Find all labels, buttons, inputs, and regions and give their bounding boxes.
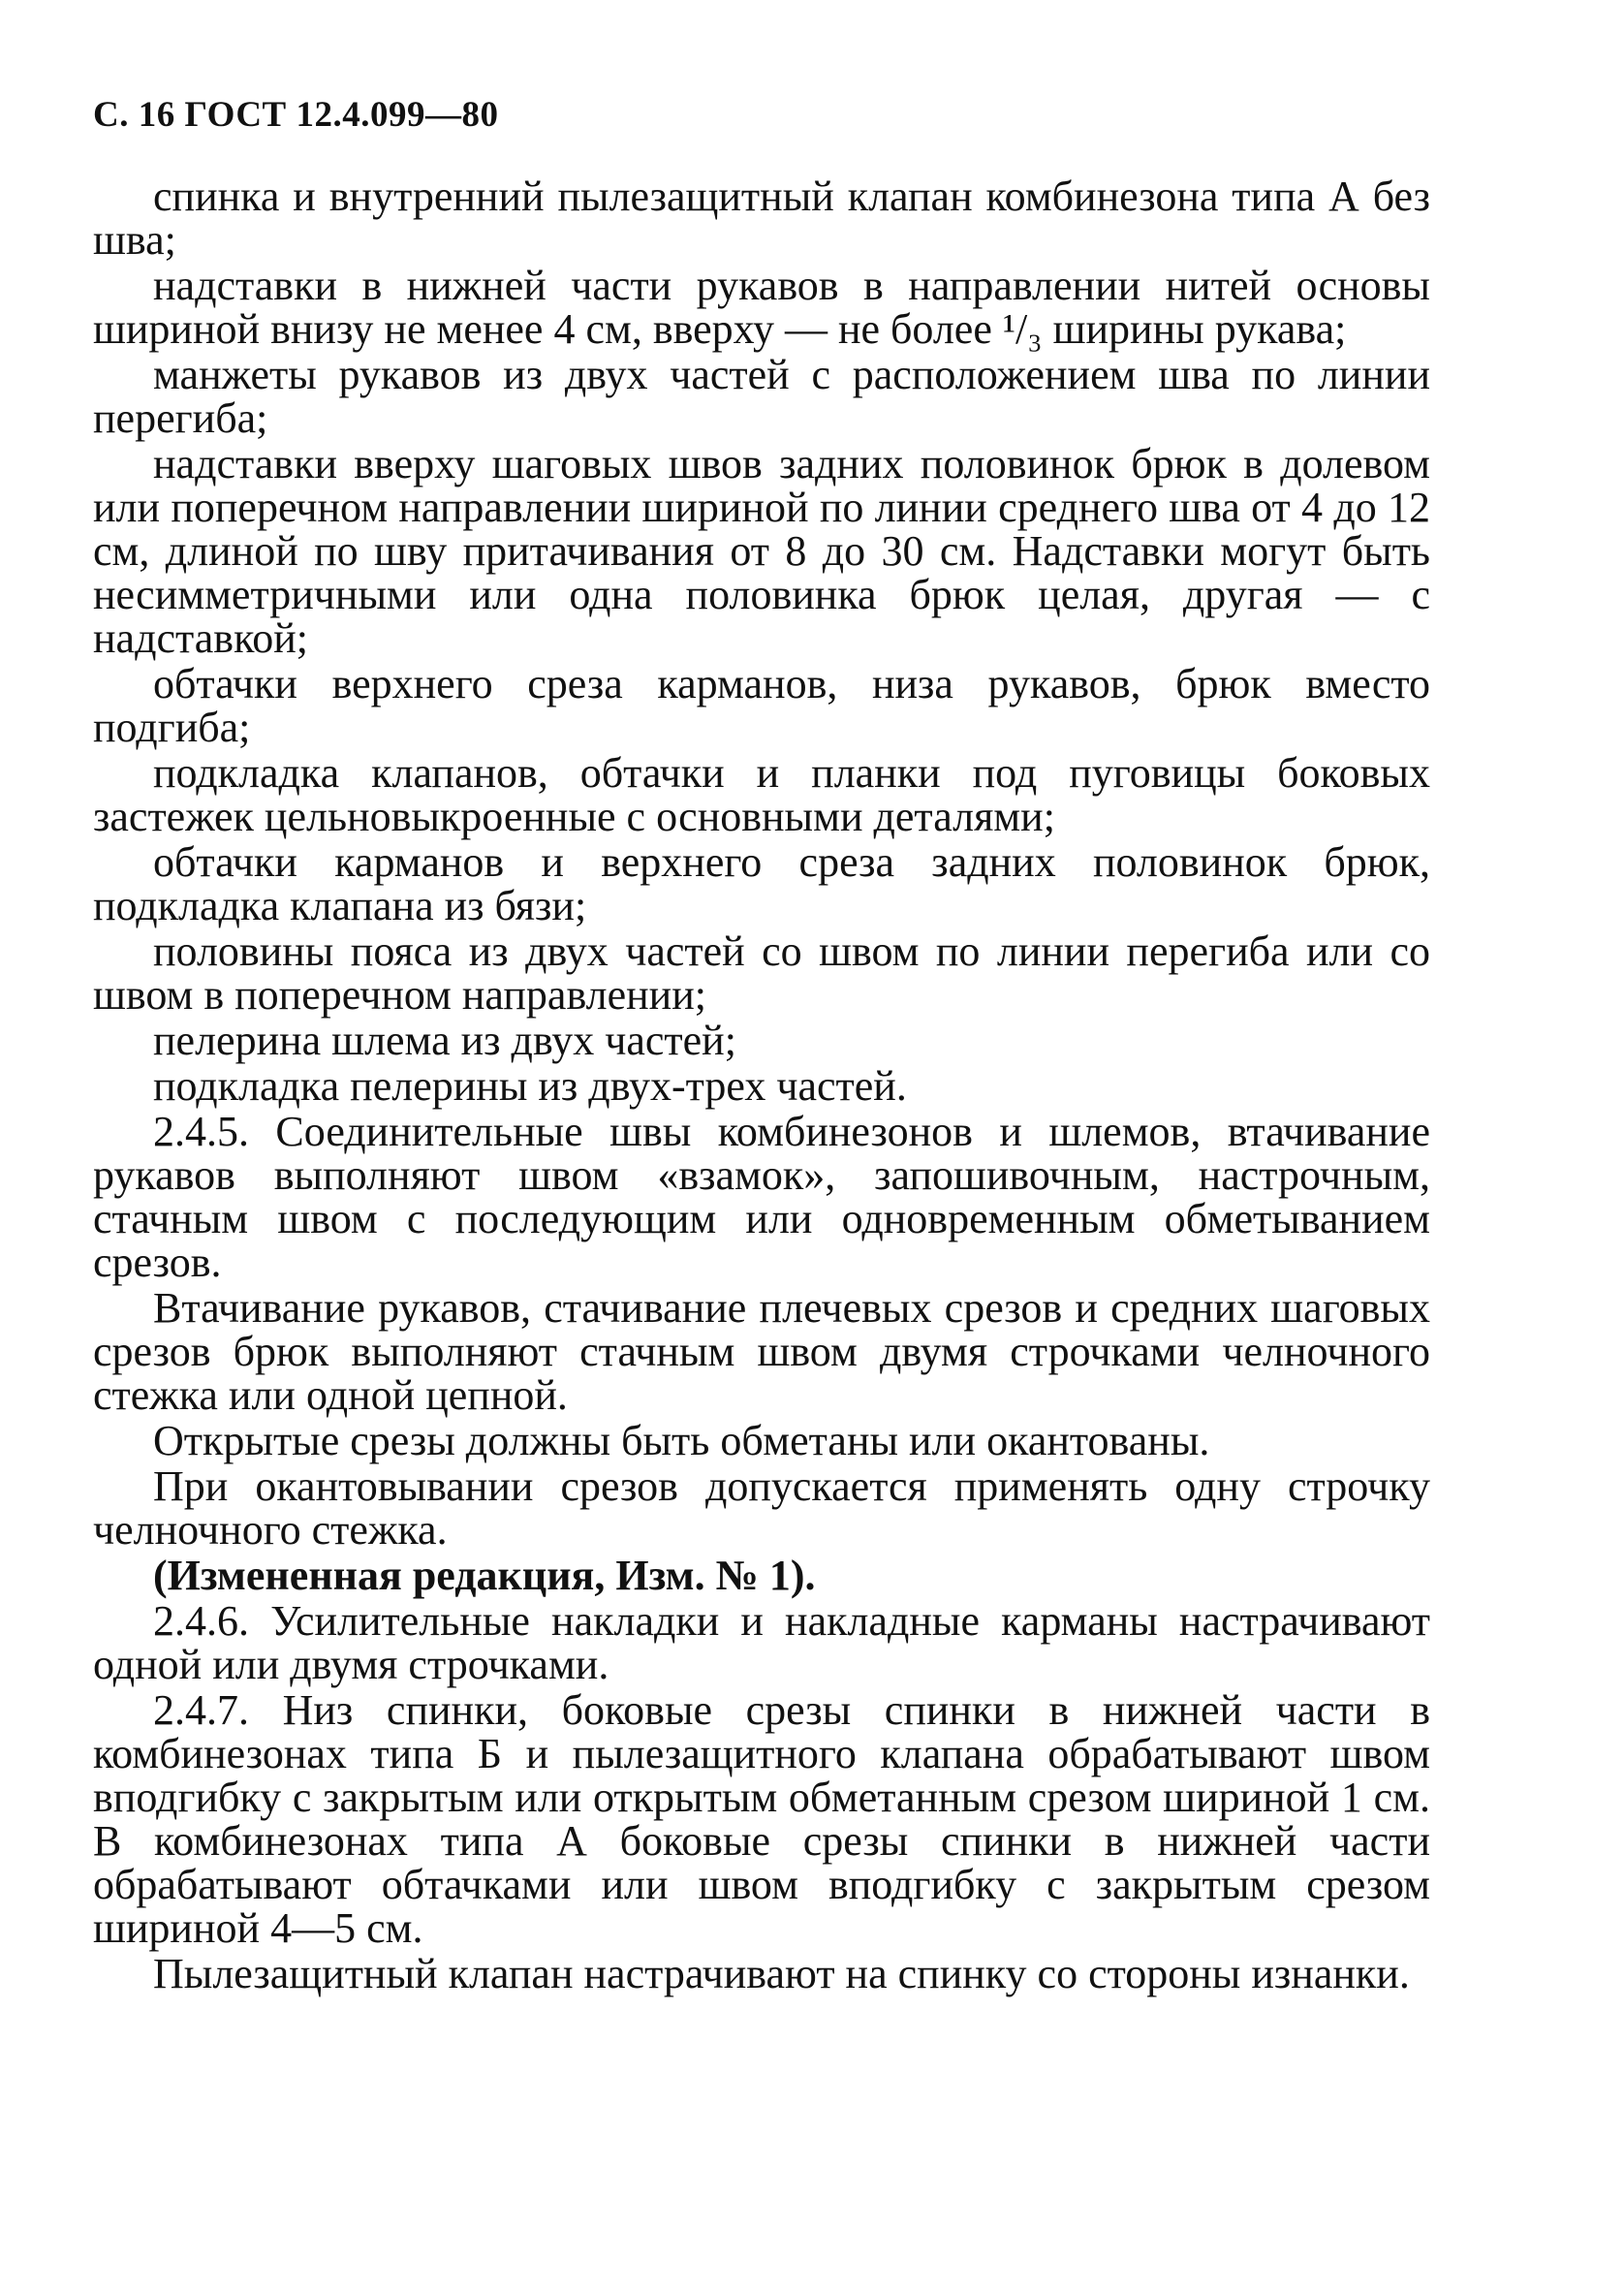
paragraph: Пылезащитный клапан настрачивают на спинку со стороны изнанки. [153, 1950, 1410, 1997]
section-2-4-7: 2.4.7. Низ спинки, боковые срезы спинки в нижней части в комбинезонах типа Б и пылезащитного клапана обрабатывают швом вподгибку с закрытым или открытым обметанным срезом шириной 1 см. В комбинезонах типа А боковые срезы спинки в нижней части обрабатывают обтачками или швом вподгибку с закрытым срезом шириной 4—5 см. [93, 1686, 1430, 1952]
paragraph: При окантовывании срезов допускается применять одну строчку челночного стежка. [93, 1462, 1430, 1554]
page-header: С. 16 ГОСТ 12.4.099—80 [93, 95, 499, 135]
paragraph: Втачивание рукавов, стачивание плечевых срезов и средних шаговых срезов брюк выполняют стачным швом двумя строчками челночного стежка или одной цепной. [93, 1284, 1430, 1419]
paragraph: надставки в нижней части рукавов в направлении нитей основы шириной внизу не менее 4 см, вверху — не более ¹/₃ ширины рукава; [93, 262, 1430, 353]
paragraph: половины пояса из двух частей со швом по линии перегиба или со швом в поперечном направлении; [93, 927, 1430, 1019]
paragraph: надставки вверху шаговых швов задних половинок брюк в долевом или поперечном направлении шириной по линии среднего шва от 4 до 12 см, длиной по шву притачивания от 8 до 30 см. Надставки могут быть несимметричными или одна половинка брюк целая, другая — с надставкой; [93, 440, 1430, 662]
amendment-note: (Измененная редакция, Изм. № 1). [153, 1552, 816, 1599]
paragraph: обтачки карманов и верхнего среза задних половинок брюк, подкладка клапана из бязи; [93, 838, 1430, 929]
section-2-4-5: 2.4.5. Соединительные швы комбинезонов и шлемов, втачивание рукавов выполняют швом «взамок», запошивочным, настрочным, стачным швом с последующим или одновременным обметыванием срезов. [93, 1108, 1430, 1286]
paragraph: спинка и внутренний пылезащитный клапан комбинезона типа А без шва; [93, 173, 1430, 264]
section-2-4-6: 2.4.6. Усилительные накладки и накладные карманы настрачивают одной или двумя строчками. [93, 1597, 1430, 1688]
paragraph: подкладка клапанов, обтачки и планки под пуговицы боковых застежек цельновыкроенные с основными деталями; [93, 749, 1430, 840]
paragraph: обтачки верхнего среза карманов, низа рукавов, брюк вместо подгиба; [93, 660, 1430, 751]
paragraph: манжеты рукавов из двух частей с расположением шва по линии перегиба; [93, 351, 1430, 442]
paragraph: подкладка пелерины из двух-трех частей. [153, 1062, 907, 1110]
paragraph: Открытые срезы должны быть обметаны или окантованы. [153, 1417, 1210, 1464]
paragraph: пелерина шлема из двух частей; [153, 1017, 736, 1064]
document-body [93, 174, 1430, 1997]
